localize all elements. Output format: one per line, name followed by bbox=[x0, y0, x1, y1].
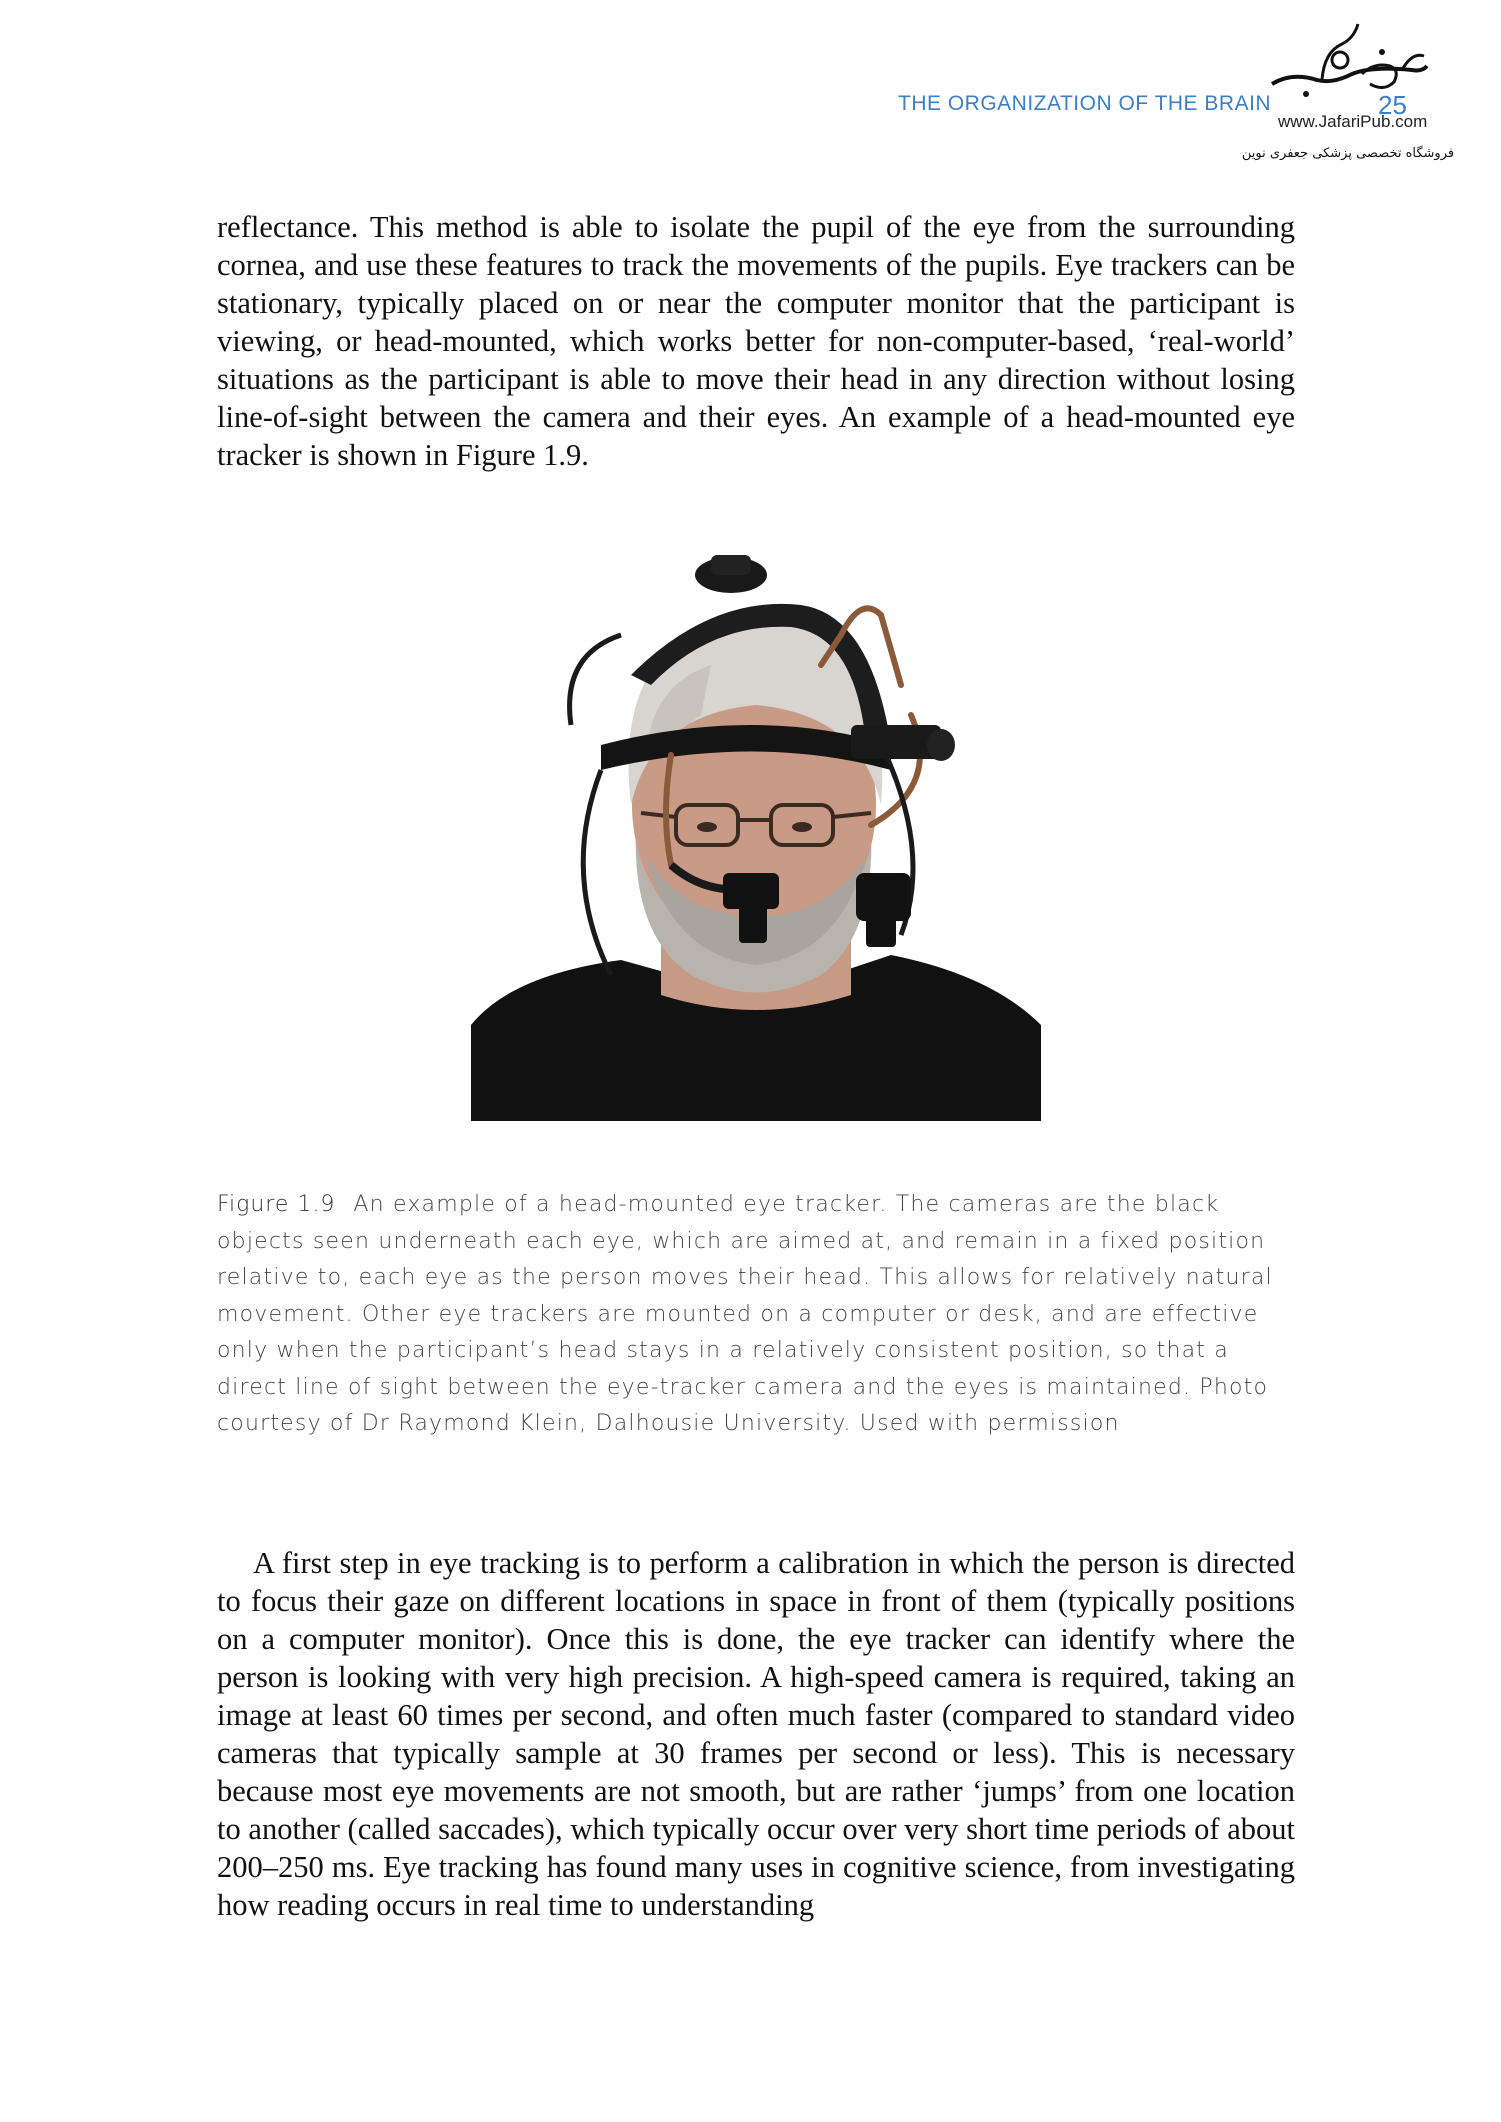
body-paragraph-2: A first step in eye tracking is to perform a calibration in which the person is directed to focus their gaze on different locations in space in front of them (typically positions on a computer monitor). Once this is done, the eye tracker can identify where the person is looking with very high precision. A high-speed camera is required, taking an image at least 60 times per second, and often much faster (compared to standard video cameras that typically sample at 30 frames per second or less). This is necessary because most eye movements are not smooth, but are rather ‘jumps’ from one location to another (called saccades), which typically occur over very short time periods of about 200–250 ms. Eye tracking has found many uses in cognitive science, from investigating how reading occurs in real time to understanding bbox=[217, 1546, 1295, 1922]
page-number: 25 bbox=[1378, 90, 1407, 120]
body-paragraph-1: reflectance. This method is able to isolate the pupil of the eye from the surrounding cornea, and use these features to track the movements of the pupils. Eye trackers can be stationary, typically placed on or near the computer monitor that the participant is viewing, or head-mounted, which works better for non-computer-based, ‘real-world’ situations as the participant is able to move their head in any direction without losing line-of-sight between the camera and their eyes. An example of a head-mounted eye tracker is shown in Figure 1.9. bbox=[217, 210, 1295, 472]
eye-tracker-photo bbox=[471, 555, 1041, 1121]
watermark-url: www.JafariPub.com bbox=[1278, 112, 1428, 131]
running-header-title: THE ORGANIZATION OF THE BRAIN bbox=[898, 92, 1272, 115]
watermark-store-name: فروشگاه تخصصی پزشکی جعفری نوین bbox=[1241, 146, 1455, 161]
figure-caption-text: An example of a head-mounted eye tracker. The cameras are the black objects seen underneath each eye, which are aimed at, and remain in a fixed position relative to, each eye as the person moves their head. This allows for relatively natural movement. Other eye trackers are mounted on a computer or desk, and are effective only when the participant’s head stays in a relatively consistent position, so that a direct line of sight between the eye-tracker camera and the eyes is maintained. Photo courtesy of Dr Raymond Klein, Dalhousie University. Used with permission bbox=[217, 1192, 1273, 1436]
eye-camera-left bbox=[723, 873, 779, 909]
eye-camera-right bbox=[856, 873, 911, 921]
figure-caption bbox=[217, 1187, 1295, 1443]
figure-label: Figure 1.9 bbox=[217, 1192, 336, 1217]
